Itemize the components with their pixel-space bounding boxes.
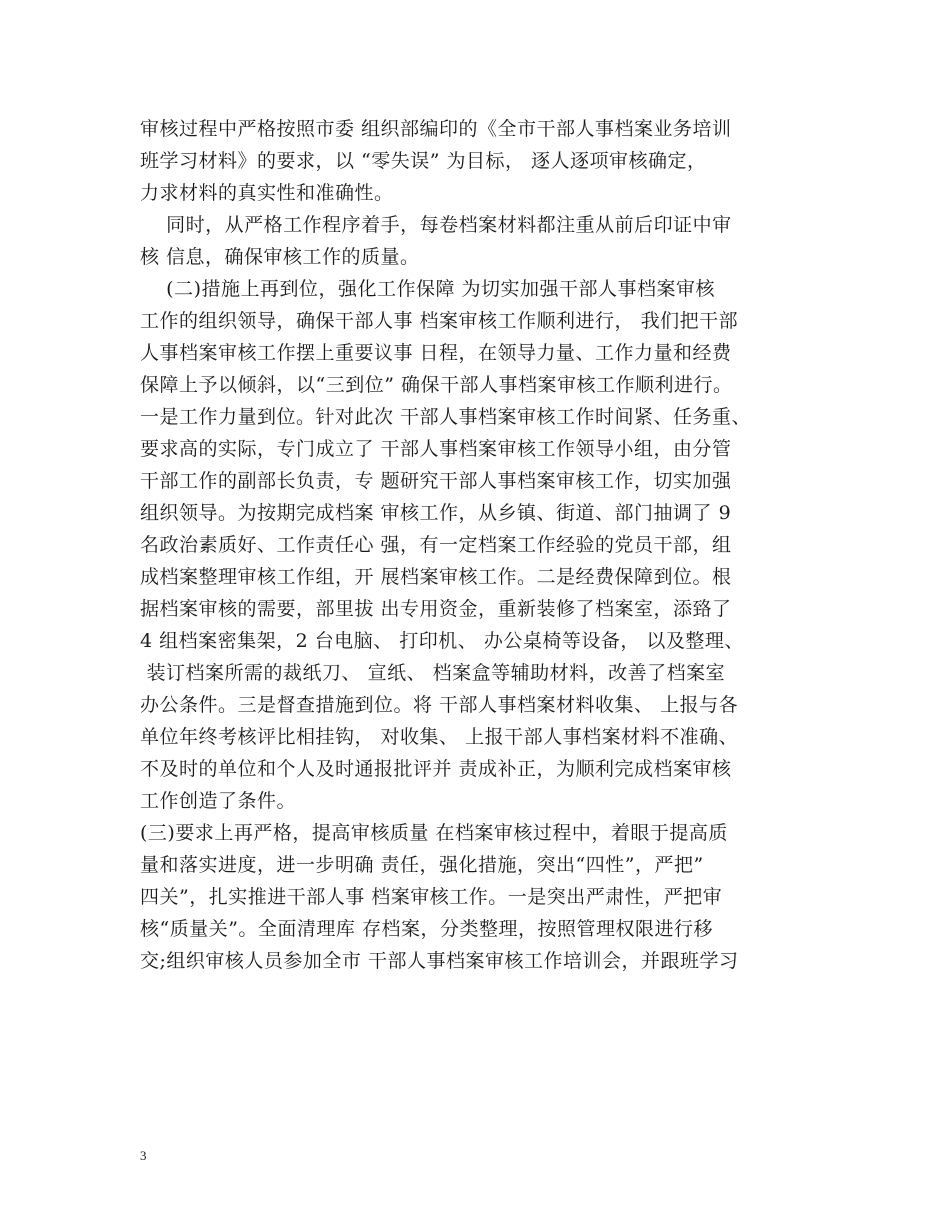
text-line: 审核过程中严格按照市委 组织部编印的《全市干部人事档案业务培训 (140, 118, 732, 140)
text-line: 核“质量关”。全面清理库 存档案，分类整理，按照管理权限进行移 (140, 918, 713, 940)
text-line: 力求材料的真实性和准确性。 (140, 182, 394, 204)
text-line: 保障上予以倾斜，以“三到位” 确保干部人事档案审核工作顺利进行。 (140, 374, 733, 396)
text-line: 同时，从严格工作程序着手，每卷档案材料都注重从前后印证中审 (140, 214, 732, 236)
text-line: 据档案审核的需要，部里拔 出专用资金，重新装修了档案室，添臵了 (140, 598, 732, 620)
text-line: 量和落实进度，进一步明确 责任，强化措施，突出“四性”，严把” (140, 854, 704, 876)
text-line: 核 信息，确保审核工作的质量。 (140, 246, 420, 268)
text-line: 一是工作力量到位。针对此次 干部人事档案审核工作时间紧、任务重、 (140, 406, 752, 428)
text-line: 办公条件。三是督查措施到位。将 干部人事档案材料收集、 上报与各 (140, 694, 739, 716)
text-line: (三)要求上再严格，提高审核质量 在档案审核过程中，着眼于提高质 (140, 822, 728, 844)
text-line: 要求高的实际，专门成立了 干部人事档案审核工作领导小组，由分管 (140, 438, 732, 460)
page-number: 3 (140, 1148, 147, 1163)
text-line: 干部工作的副部长负责，专 题研究干部人事档案审核工作，切实加强 (140, 470, 732, 492)
text-line: 组织领导。为按期完成档案 审核工作，从乡镇、街道、部门抽调了 9 (140, 502, 732, 524)
text-line: 四关”，扎实推进干部人事 档案审核工作。一是突出严肃性，严把审 (140, 886, 723, 908)
body-text (140, 113, 830, 977)
text-line: (二)措施上再到位，强化工作保障 为切实加强干部人事档案审核 (140, 278, 716, 300)
text-line: 人事档案审核工作摆上重要议事 日程，在领导力量、工作力量和经费 (140, 342, 732, 364)
text-line: 班学习材料》的要求，以 “零失误” 为目标， 逐人逐项审核确定， (140, 150, 707, 172)
text-line: 名政治素质好、工作责任心 强，有一定档案工作经验的党员干部，组 (140, 534, 732, 556)
text-line: 装订档案所需的裁纸刀、 宣纸、 档案盒等辅助材料，改善了档案室 (140, 662, 726, 684)
text-line: 交;组织审核人员参加全市 干部人事档案审核工作培训会，并跟班学习 (140, 950, 739, 972)
text-line: 工作创造了条件。 (140, 790, 297, 812)
text-line: 成档案整理审核工作组，开 展档案审核工作。二是经费保障到位。根 (140, 566, 732, 588)
text-line: 4 组档案密集架，2 台电脑、 打印机、 办公桌椅等设备， 以及整理、 (140, 630, 744, 652)
text-line: 不及时的单位和个人及时通报批评并 责成补正，为顺利完成档案审核 (140, 758, 732, 780)
text-line: 工作的组织领导，确保干部人事 档案审核工作顺利进行， 我们把干部 (140, 310, 739, 332)
text-line: 单位年终考核评比相挂钩， 对收集、 上报干部人事档案材料不准确、 (140, 726, 739, 748)
